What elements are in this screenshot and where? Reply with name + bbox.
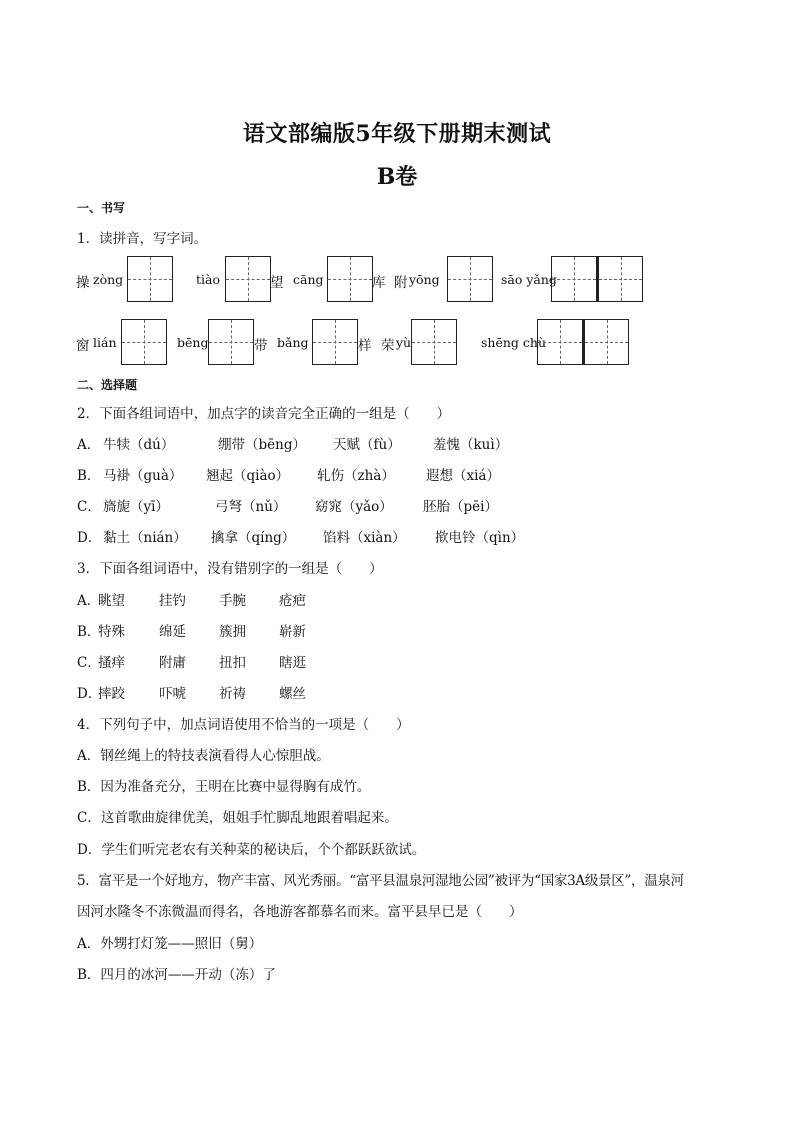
char: 窗	[76, 338, 90, 354]
writing-box[interactable]	[447, 256, 493, 302]
writing-box-pair	[537, 319, 629, 365]
option-label: A．	[77, 593, 101, 609]
pinyin: yōng	[409, 272, 440, 287]
option-item: 绷带（bēng）	[218, 437, 306, 453]
writing-box[interactable]	[121, 319, 167, 365]
option-item: 手腕	[219, 593, 246, 609]
section-heading-choice: 二、选择题	[77, 378, 138, 392]
writing-box[interactable]	[411, 319, 457, 365]
pinyin: bǎng	[277, 335, 309, 350]
option-item: 窈窕（yǎo）	[315, 499, 393, 515]
option-item: 特殊	[98, 624, 125, 640]
q5-option-b[interactable]: B．四月的冰河——开动（冻）了	[77, 967, 276, 983]
writing-box[interactable]	[583, 319, 629, 365]
option-item: 疮疤	[279, 593, 306, 609]
char: 望	[270, 275, 284, 291]
option-item: 擒拿（qíng）	[211, 530, 296, 546]
section-heading-writing: 一、书写	[77, 201, 126, 215]
option-label: D．	[77, 530, 102, 546]
option-item: 轧伤（zhà）	[317, 468, 395, 484]
option-item: 翘起（qiào）	[206, 468, 290, 484]
option-item: 祈祷	[219, 686, 246, 702]
writing-box[interactable]	[597, 256, 643, 302]
writing-box[interactable]	[551, 256, 597, 302]
char: 荣	[381, 338, 395, 354]
pinyin: lián	[93, 335, 117, 350]
char: 样	[358, 338, 372, 354]
option-item: 吓唬	[159, 686, 186, 702]
char: 库	[372, 275, 386, 291]
page-subtitle: B卷	[376, 164, 418, 190]
question-4-stem: 4．下列句子中，加点词语使用不恰当的一项是（ ）	[77, 717, 410, 733]
page-title: 语文部编版5年级下册期末测试	[242, 121, 552, 147]
option-item: 天赋（fù）	[333, 437, 401, 453]
q4-option-a[interactable]: A．钢丝绳上的特技表演看得人心惊胆战。	[77, 748, 330, 764]
writing-box[interactable]	[537, 319, 583, 365]
writing-box[interactable]	[208, 319, 254, 365]
pinyin: tiào	[196, 272, 220, 287]
option-item: 旖旎（yī）	[103, 499, 169, 515]
pinyin: bēng	[177, 335, 209, 350]
option-item: 螺丝	[279, 686, 306, 702]
q4-option-b[interactable]: B．因为准备充分，王明在比赛中显得胸有成竹。	[77, 779, 371, 795]
option-item: 摔跤	[98, 686, 125, 702]
option-item: 牛犊（dú）	[103, 437, 175, 453]
option-item: 遐想（xiá）	[426, 468, 500, 484]
pinyin: cāng	[293, 272, 324, 287]
question-2-stem: 2．下面各组词语中，加点字的读音完全正确的一组是（ ）	[77, 406, 451, 422]
option-item: 附庸	[159, 655, 186, 671]
q4-option-d[interactable]: D．学生们听完老农有关种菜的秘诀后，个个都跃跃欲试。	[77, 842, 426, 858]
option-item: 绵延	[159, 624, 186, 640]
question-5-stem-line-2: 因河水隆冬不冻微温而得名，各地游客都慕名而来。富平县早已是（ ）	[77, 904, 523, 920]
char: 带	[254, 338, 268, 354]
pinyin: sāo yǎng	[501, 272, 557, 287]
char: 附	[394, 275, 408, 291]
question-3-stem: 3．下面各组词语中，没有错别字的一组是（ ）	[77, 561, 383, 577]
option-item: 瞎逛	[279, 655, 306, 671]
writing-box[interactable]	[225, 256, 271, 302]
option-label: B．	[77, 624, 101, 640]
q4-option-c[interactable]: C．这首歌曲旋律优美，姐姐手忙脚乱地跟着唱起来。	[77, 810, 398, 826]
option-label: B．	[77, 468, 101, 484]
option-item: 揿电铃（qìn）	[435, 530, 525, 546]
option-item: 扭扣	[219, 655, 246, 671]
option-item: 羞愧（kuì）	[433, 437, 509, 453]
writing-box[interactable]	[327, 256, 373, 302]
char: 操	[76, 275, 90, 291]
option-label: C．	[77, 655, 101, 671]
q5-option-a[interactable]: A．外甥打灯笼——照旧（舅）	[77, 936, 263, 952]
option-item: 眺望	[98, 593, 125, 609]
option-item: 馅料（xiàn）	[323, 530, 406, 546]
question-5-stem-line-1: 5．富平是一个好地方，物产丰富、风光秀丽。“富平县温泉河湿地公园”被评为“国家3A级景区”，温泉河	[77, 873, 684, 889]
question-1-stem: 1．读拼音，写字词。	[77, 231, 208, 247]
writing-box-pair	[551, 256, 643, 302]
option-item: 簇拥	[219, 624, 246, 640]
option-label: A．	[77, 437, 101, 453]
option-item: 黏土（nián）	[103, 530, 187, 546]
pinyin: yù	[396, 335, 412, 350]
writing-box[interactable]	[127, 256, 173, 302]
option-label: D．	[77, 686, 102, 702]
option-item: 马褂（guà）	[103, 468, 183, 484]
option-item: 崭新	[279, 624, 306, 640]
option-item: 弓弩（nǔ）	[215, 499, 287, 515]
writing-box[interactable]	[312, 319, 358, 365]
option-item: 胚胎（pēi）	[423, 499, 498, 515]
option-item: 搔痒	[98, 655, 125, 671]
option-label: C．	[77, 499, 101, 515]
pinyin: shēng chù	[481, 335, 546, 350]
option-item: 挂钓	[159, 593, 186, 609]
pinyin: zòng	[93, 272, 124, 287]
